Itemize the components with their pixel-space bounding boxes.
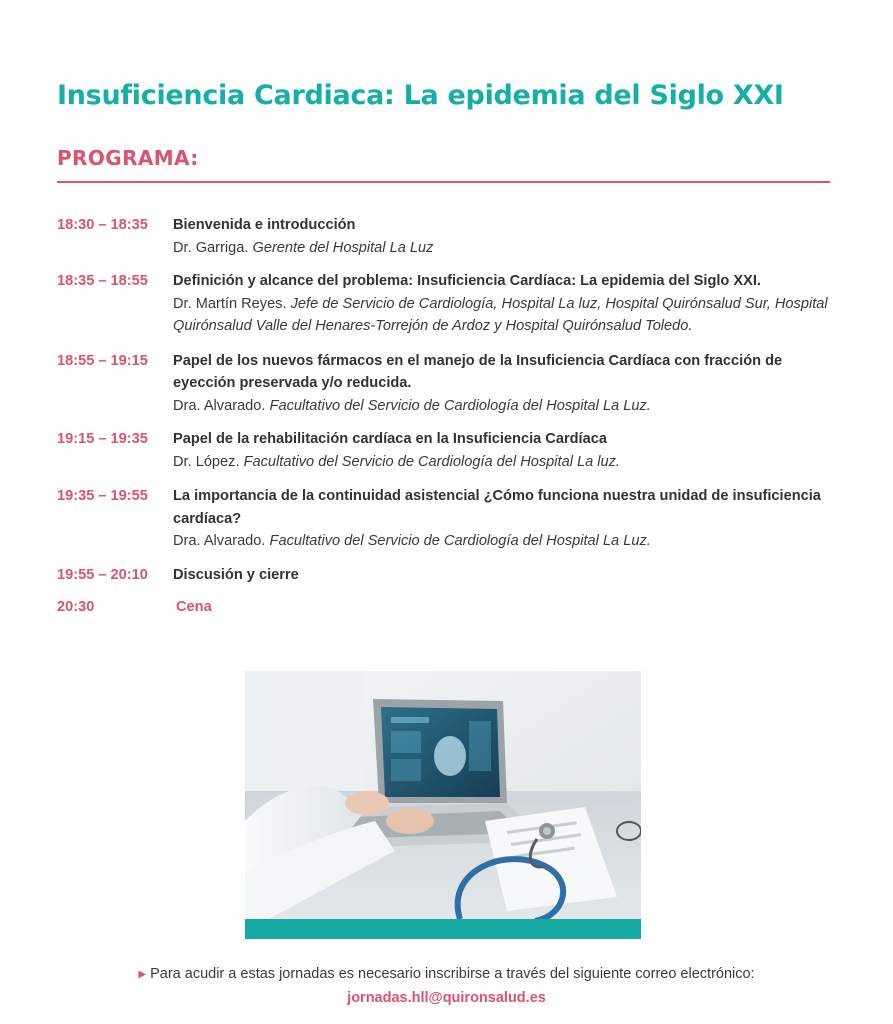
program-body: [173, 350, 837, 418]
registration-text: Para acudir a estas jornadas es necesario inscribirse a través del siguiente correo electrónico:: [150, 966, 755, 982]
program-item: [57, 350, 837, 418]
program-topic: Discusión y cierre: [173, 566, 299, 583]
program-body: [173, 270, 837, 338]
speaker-name: Dr. Garriga.: [173, 239, 249, 256]
section-heading: PROGRAMA:: [57, 146, 199, 170]
program-time: 18:55 – 19:15: [57, 352, 148, 369]
speaker-name: Dra. Alvarado.: [173, 397, 266, 414]
speaker-name: Dr. Martín Reyes.: [173, 295, 287, 312]
speaker-name: Dra. Alvarado.: [173, 533, 266, 549]
heading-divider: [57, 181, 830, 183]
program-item: [57, 270, 837, 338]
program-list: [57, 214, 837, 619]
program-topic: Papel de los nuevos fármacos en el manejo de la Insuficiencia Cardíaca con fracción de eyección preservada y/o reducida.: [173, 352, 783, 391]
program-body: [173, 485, 837, 553]
program-time: 19:55 – 20:10: [57, 566, 148, 583]
triangle-bullet-icon: ▶: [138, 969, 147, 980]
program-speaker-line: [173, 451, 837, 474]
registration-email[interactable]: jornadas.hll@quironsalud.es: [347, 990, 546, 1006]
program-topic: Cena: [176, 599, 212, 615]
registration-note: [0, 966, 893, 982]
doctor-laptop-photo: [245, 671, 641, 939]
program-item: [57, 596, 837, 619]
program-body: [173, 214, 837, 259]
speaker-role: Facultativo del Servicio de Cardiología del Hospital La luz.: [243, 453, 620, 470]
program-body: [173, 564, 837, 587]
program-time: 20:30: [57, 599, 95, 615]
program-item: [57, 564, 837, 587]
program-speaker-line: [173, 530, 837, 553]
program-topic: Bienvenida e introducción: [173, 217, 356, 233]
program-topic: Papel de la rehabilitación cardíaca en la Insuficiencia Cardíaca: [173, 431, 607, 447]
speaker-role: Facultativo del Servicio de Cardiología del Hospital La Luz.: [269, 533, 651, 549]
program-body: [173, 596, 837, 619]
program-time: 19:35 – 19:55: [57, 488, 148, 504]
page-title: Insuficiencia Cardiaca: La epidemia del Siglo XXI: [57, 80, 784, 111]
program-speaker-line: [173, 395, 837, 418]
speaker-name: Dr. López.: [173, 453, 240, 470]
program-time: 18:35 – 18:55: [57, 273, 148, 289]
speaker-role: Facultativo del Servicio de Cardiología del Hospital La Luz.: [269, 397, 651, 414]
program-item: [57, 428, 837, 473]
program-speaker-line: [173, 237, 837, 260]
speaker-role: Jefe de Servicio de Cardiología, Hospital La luz, Hospital Quirónsalud Sur, Hospital Quirónsalud Valle del Henares-Torrejón de Ardoz y Hospital Quirónsalud Toledo.: [173, 295, 828, 334]
program-topic: Definición y alcance del problema: Insuficiencia Cardíaca: La epidemia del Siglo XXI.: [173, 273, 761, 289]
program-topic: La importancia de la continuidad asistencial ¿Cómo funciona nuestra unidad de insuficiencia cardíaca?: [173, 488, 821, 527]
program-time: 18:30 – 18:35: [57, 217, 148, 233]
program-body: [173, 428, 837, 473]
program-item: [57, 214, 837, 259]
program-item: [57, 485, 837, 553]
speaker-role: Gerente del Hospital La Luz: [252, 239, 434, 256]
photo-illustration: [245, 671, 641, 939]
program-time: 19:15 – 19:35: [57, 431, 148, 447]
program-speaker-line: [173, 293, 837, 338]
